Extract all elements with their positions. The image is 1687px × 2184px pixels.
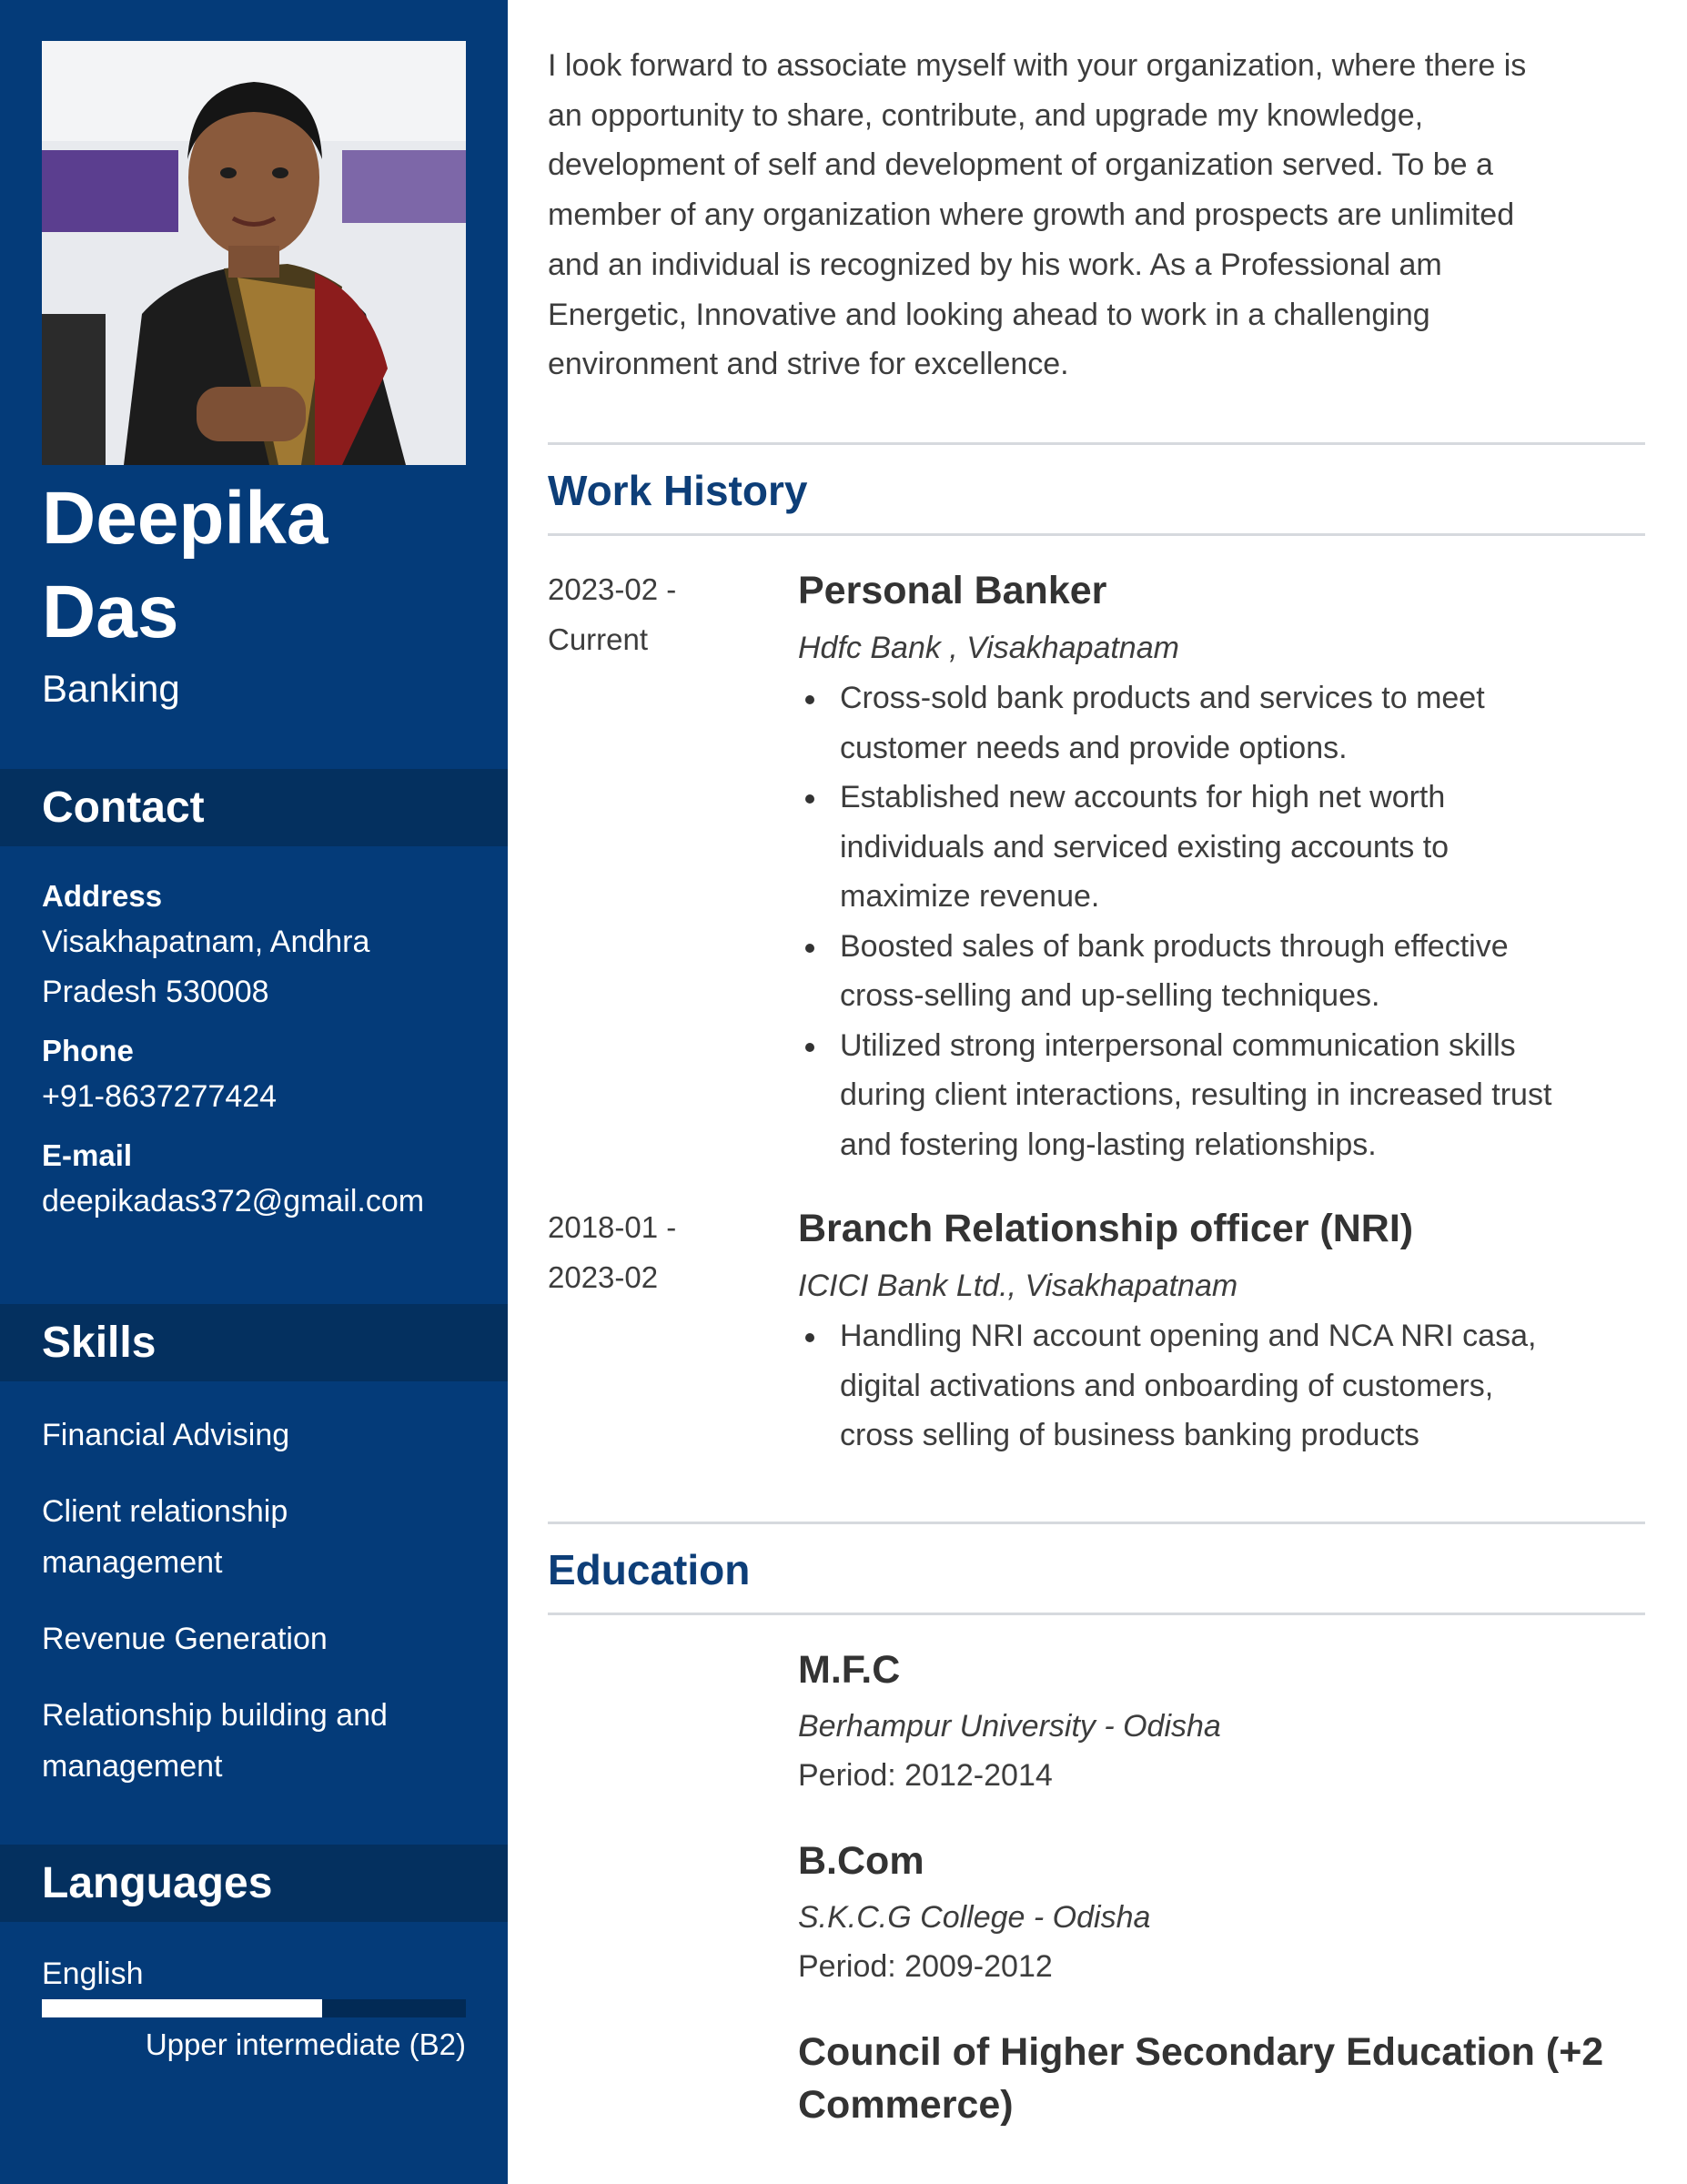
email-label: E-mail xyxy=(42,1138,133,1172)
education-period: Period: 2012-2014 xyxy=(798,1758,1053,1793)
job-bullet xyxy=(798,922,1645,1021)
bullet-line: Established new accounts for high net worth xyxy=(840,780,1446,814)
candidate-first-name: Deepika xyxy=(42,477,328,560)
bullet-line: individuals and serviced existing accounts to xyxy=(840,829,1450,864)
summary-line: an opportunity to share, contribute, and upgrade my knowledge, xyxy=(548,97,1424,133)
phone-value[interactable]: +91-8637277424 xyxy=(42,1079,278,1114)
language-proficiency-fill xyxy=(42,1999,322,2017)
job-bullet xyxy=(798,773,1645,922)
section-divider xyxy=(548,442,1645,445)
job-bullets xyxy=(798,673,1645,1169)
education-entry xyxy=(798,1835,1645,1991)
education-degree: M.F.C xyxy=(798,1648,901,1692)
bullet-line: Boosted sales of bank products through effective xyxy=(840,928,1509,964)
job-details xyxy=(798,564,1645,1169)
job-bullets xyxy=(798,1311,1645,1461)
education-degree-line: Commerce) xyxy=(798,2083,1014,2127)
bullet-line: Utilized strong interpersonal communication skills xyxy=(840,1027,1516,1063)
contact-section xyxy=(42,875,470,1239)
job-company: ICICI Bank Ltd., Visakhapatnam xyxy=(798,1269,1238,1303)
education-degree: B.Com xyxy=(798,1839,924,1883)
job-date-end: 2023-02 xyxy=(548,1260,659,1294)
profession: Banking xyxy=(42,667,180,710)
bullet-line: customer needs and provide options. xyxy=(840,730,1348,765)
languages-heading: Languages xyxy=(0,1845,508,1922)
skills-heading: Skills xyxy=(0,1304,508,1381)
summary-line: Energetic, Innovative and looking ahead to work in a challenging xyxy=(548,297,1430,332)
language-item xyxy=(42,1952,466,2067)
professional-summary xyxy=(548,41,1645,389)
job-date xyxy=(548,1202,748,1302)
skill-text: management xyxy=(42,1749,223,1784)
language-name: English xyxy=(42,1956,144,1991)
bullet-line: during client interactions, resulting in increased trust xyxy=(840,1077,1552,1112)
phone-label: Phone xyxy=(42,1034,134,1067)
skill-item xyxy=(42,1613,470,1664)
sidebar xyxy=(0,0,508,2184)
bullet-line: maximize revenue. xyxy=(840,879,1100,914)
section-divider xyxy=(548,533,1645,536)
summary-line: and an individual is recognized by his work. As a Professional am xyxy=(548,247,1442,282)
summary-line: environment and strive for excellence. xyxy=(548,347,1069,382)
bullet-line: and fostering long-lasting relationships. xyxy=(840,1127,1377,1162)
address-label: Address xyxy=(42,879,163,913)
skills-list xyxy=(42,1410,470,1817)
education-school: S.K.C.G College - Odisha xyxy=(798,1900,1151,1935)
job-company: Hdfc Bank , Visakhapatnam xyxy=(798,631,1179,665)
skill-text: Relationship building and xyxy=(42,1698,388,1733)
job-title: Personal Banker xyxy=(798,569,1107,612)
section-divider xyxy=(548,1522,1645,1524)
summary-line: development of self and development of organization served. To be a xyxy=(548,147,1493,183)
job-date-end: Current xyxy=(548,622,649,656)
job-date xyxy=(548,564,748,664)
address-line: Pradesh 530008 xyxy=(42,975,269,1009)
email-value[interactable]: deepikadas372@gmail.com xyxy=(42,1184,425,1218)
work-history-heading: Work History xyxy=(548,467,808,514)
skill-item xyxy=(42,1410,470,1461)
education-period: Period: 2009-2012 xyxy=(798,1949,1053,1984)
language-level: Upper intermediate (B2) xyxy=(145,2027,466,2061)
job-title: Branch Relationship officer (NRI) xyxy=(798,1207,1414,1250)
summary-line: member of any organization where growth and prospects are unlimited xyxy=(548,197,1515,233)
job-bullet xyxy=(798,1021,1645,1170)
bullet-line: digital activations and onboarding of customers, xyxy=(840,1368,1494,1403)
education-entry xyxy=(798,1643,1645,1800)
skill-text: Financial Advising xyxy=(42,1418,290,1452)
profile-photo xyxy=(42,41,466,465)
bullet-line: Handling NRI account opening and NCA NRI casa, xyxy=(840,1319,1537,1353)
job-bullet xyxy=(798,673,1645,773)
contact-heading: Contact xyxy=(0,769,508,846)
candidate-name xyxy=(42,471,479,659)
profile-photo-illustration xyxy=(42,41,466,465)
bullet-line: Cross-sold bank products and services to meet xyxy=(840,681,1485,715)
job-bullet xyxy=(798,1311,1645,1461)
bullet-line: cross-selling and up-selling techniques. xyxy=(840,978,1380,1013)
candidate-last-name: Das xyxy=(42,571,179,653)
language-proficiency-bar xyxy=(42,1999,466,2017)
address-value xyxy=(42,917,470,1017)
education-heading: Education xyxy=(548,1546,751,1593)
education-entry xyxy=(798,2026,1645,2131)
summary-line: I look forward to associate myself with your organization, where there is xyxy=(548,48,1527,83)
education-degree xyxy=(798,2026,1645,2131)
job-details xyxy=(798,1202,1645,1461)
education-degree-line: Council of Higher Secondary Education (+2 xyxy=(798,2030,1604,2074)
skill-text: Revenue Generation xyxy=(42,1622,328,1656)
section-divider xyxy=(548,1613,1645,1615)
education-school: Berhampur University - Odisha xyxy=(798,1709,1221,1744)
address-line: Visakhapatnam, Andhra xyxy=(42,925,370,959)
skill-item xyxy=(42,1690,470,1792)
skill-text: Client relationship xyxy=(42,1494,288,1529)
skill-text: management xyxy=(42,1545,223,1580)
bullet-line: cross selling of business banking products xyxy=(840,1418,1419,1452)
job-date-start: 2023-02 - xyxy=(548,572,677,606)
name-block xyxy=(42,471,479,712)
job-date-start: 2018-01 - xyxy=(548,1210,677,1244)
skill-item xyxy=(42,1486,470,1588)
